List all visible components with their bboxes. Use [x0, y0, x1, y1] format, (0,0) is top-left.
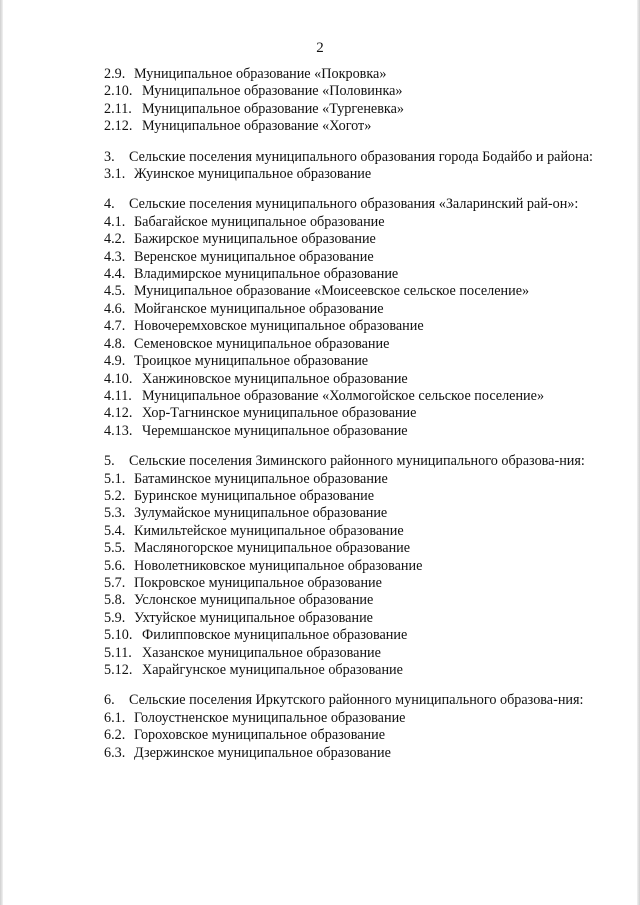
list-item [104, 710, 596, 727]
list-item [104, 488, 596, 505]
list-item [104, 101, 596, 118]
list-item [104, 523, 596, 540]
section-number: 4. [104, 196, 115, 213]
list-item-text: Бабагайское муниципальное образование [134, 213, 385, 230]
section-title: Сельские поселения Зиминского районного муниципального образова-ния: [129, 453, 585, 470]
document-body [104, 66, 596, 762]
list-item [104, 301, 596, 318]
list-item-number: 5.11. [104, 644, 132, 661]
section-heading [104, 453, 596, 470]
list-item-text: Муниципальное образование «Половинка» [142, 83, 403, 100]
list-item-number: 4.13. [104, 422, 133, 439]
section-title: Сельские поселения Иркутского районного муниципального образова-ния: [129, 692, 584, 709]
list-item [104, 353, 596, 370]
list-item-text: Семеновское муниципальное образование [134, 335, 390, 352]
section-3 [104, 149, 596, 184]
list-item-text: Услонское муниципальное образование [134, 592, 374, 609]
list-item-number: 4.10. [104, 370, 133, 387]
list-item-text: Ханжиновское муниципальное образование [142, 370, 408, 387]
list-item-text: Дзержинское муниципальное образование [134, 744, 391, 761]
list-item-text: Жуинское муниципальное образование [134, 166, 372, 183]
list-item-number: 6.2. [104, 727, 126, 744]
page-number: 2 [316, 40, 324, 56]
list-item [104, 214, 596, 231]
list-item-number: 4.11. [104, 387, 132, 404]
section-title: Сельские поселения муниципального образования «Заларинский рай-он»: [129, 196, 579, 213]
list-item [104, 592, 596, 609]
list-item-number: 4.4. [104, 266, 126, 283]
list-item-text: Муниципальное образование «Холмогойское сельское поселение» [142, 387, 545, 404]
list-item-number: 6.1. [104, 709, 126, 726]
list-item [104, 745, 596, 762]
list-item-number: 4.3. [104, 248, 126, 265]
section-heading [104, 149, 596, 166]
list-item-number: 4.5. [104, 283, 126, 300]
list-item-number: 3.1. [104, 166, 126, 183]
list-item [104, 505, 596, 522]
list-item [104, 336, 596, 353]
list-item-number: 5.1. [104, 470, 126, 487]
list-item-text: Хазанское муниципальное образование [142, 644, 381, 661]
list-item [104, 249, 596, 266]
list-item-number: 2.10. [104, 83, 133, 100]
list-item-text: Веренское муниципальное образование [134, 248, 374, 265]
list-item-number: 4.8. [104, 335, 126, 352]
list-item [104, 645, 596, 662]
list-item [104, 318, 596, 335]
list-item-text: Муниципальное образование «Моисеевское сельское поселение» [134, 283, 530, 300]
list-item [104, 540, 596, 557]
list-item [104, 231, 596, 248]
list-item-text: Зулумайское муниципальное образование [134, 505, 388, 522]
list-item [104, 627, 596, 644]
list-item-text: Ухтуйское муниципальное образование [134, 609, 373, 626]
list-item-number: 2.9. [104, 66, 126, 82]
section-title: Сельские поселения муниципального образования города Бодайбо и района: [129, 148, 593, 165]
list-item-number: 4.2. [104, 231, 126, 248]
list-item [104, 283, 596, 300]
list-item-number: 5.7. [104, 574, 126, 591]
list-item-number: 2.11. [104, 100, 132, 117]
list-item-number: 5.5. [104, 540, 126, 557]
list-item-text: Троицкое муниципальное образование [134, 353, 369, 370]
list-item-text: Муниципальное образование «Хогот» [142, 118, 372, 135]
list-item [104, 266, 596, 283]
list-item [104, 66, 596, 83]
list-item [104, 405, 596, 422]
list-item-text: Новочеремховское муниципальное образование [134, 318, 424, 335]
list-item-number: 5.10. [104, 627, 133, 644]
list-item [104, 471, 596, 488]
list-item-text: Муниципальное образование «Тургеневка» [142, 100, 404, 117]
list-item-number: 4.1. [104, 213, 126, 230]
list-item-number: 6.3. [104, 744, 126, 761]
scan-edge-left [0, 0, 3, 905]
list-item [104, 575, 596, 592]
list-item [104, 388, 596, 405]
list-item [104, 166, 596, 183]
list-item [104, 662, 596, 679]
list-item-text: Черемшанское муниципальное образование [142, 422, 408, 439]
list-item [104, 371, 596, 388]
section-number: 5. [104, 453, 115, 470]
list-item-text: Голоустненское муниципальное образование [134, 709, 406, 726]
list-item-text: Бажирское муниципальное образование [134, 231, 376, 248]
list-item-number: 4.12. [104, 405, 133, 422]
list-item [104, 83, 596, 100]
list-item-number: 5.2. [104, 487, 126, 504]
list-item-number: 5.4. [104, 522, 126, 539]
list-item-number: 5.9. [104, 609, 126, 626]
section-4 [104, 196, 596, 440]
list-item-text: Владимирское муниципальное образование [134, 266, 399, 283]
list-item-text: Масляногорское муниципальное образование [134, 540, 411, 557]
list-item-number: 4.6. [104, 300, 126, 317]
list-item [104, 727, 596, 744]
list-item-text: Филипповское муниципальное образование [142, 627, 408, 644]
list-item [104, 423, 596, 440]
list-item-number: 5.8. [104, 592, 126, 609]
list-item [104, 610, 596, 627]
section-6 [104, 692, 596, 762]
list-item-number: 4.7. [104, 318, 126, 335]
list-item-text: Хор-Тагнинское муниципальное образование [142, 405, 417, 422]
list-item-text: Буринское муниципальное образование [134, 487, 375, 504]
section-number: 3. [104, 148, 115, 165]
list-item-number: 2.12. [104, 118, 133, 135]
list-item-text: Покровское муниципальное образование [134, 574, 382, 591]
list-item-text: Харайгунское муниципальное образование [142, 662, 403, 678]
section-heading [104, 692, 596, 709]
list-item-number: 5.3. [104, 505, 126, 522]
list-item-text: Мойганское муниципальное образование [134, 300, 384, 317]
section-5 [104, 453, 596, 679]
list-item-text: Гороховское муниципальное образование [134, 727, 386, 744]
list-item-number: 5.6. [104, 557, 126, 574]
section-number: 6. [104, 692, 115, 709]
sections-container [104, 149, 596, 762]
list-item-text: Батаминское муниципальное образование [134, 470, 388, 487]
list-item-number: 5.12. [104, 662, 133, 678]
list-section-2-tail [104, 66, 596, 136]
list-item-text: Кимильтейское муниципальное образование [134, 522, 404, 539]
list-item-number: 4.9. [104, 353, 126, 370]
list-item-text: Новолетниковское муниципальное образование [134, 557, 423, 574]
list-item [104, 118, 596, 135]
list-item [104, 558, 596, 575]
list-item-text: Муниципальное образование «Покровка» [134, 66, 387, 82]
section-heading [104, 196, 596, 213]
